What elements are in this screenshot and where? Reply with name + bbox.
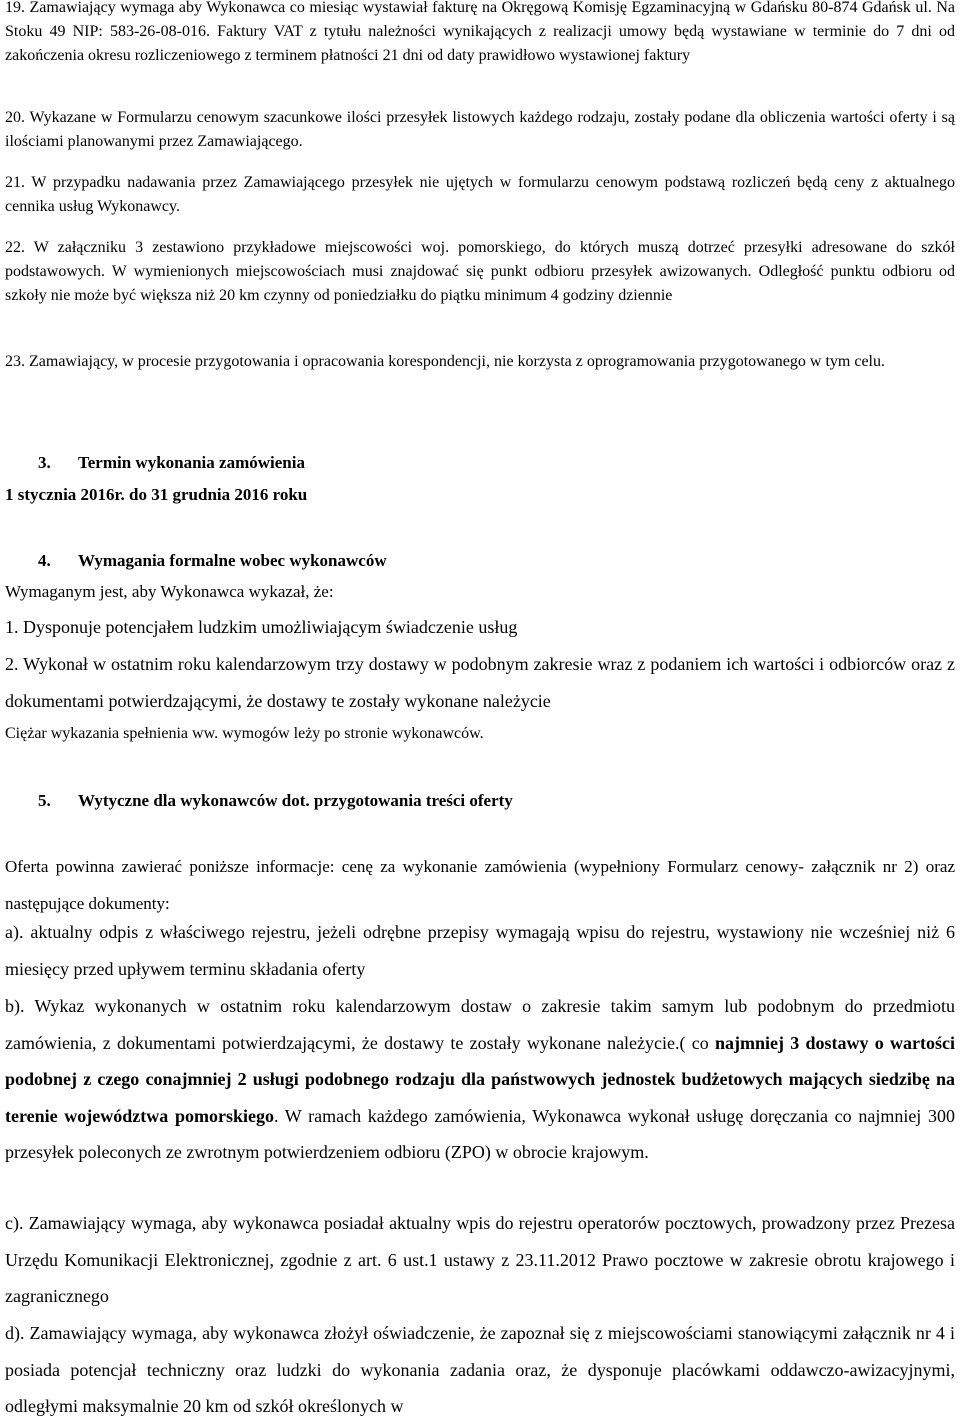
- section-5-heading: [5, 789, 513, 813]
- burden-of-proof: Ciężar wykazania spełnienia ww. wymogów leży po stronie wykonawców.: [5, 725, 484, 742]
- section-4-intro: Wymaganym jest, aby Wykonawca wykazał, że:: [5, 582, 334, 601]
- section-3-number: 3.: [38, 453, 51, 472]
- section-4-title: Wymagania formalne wobec wykonawców: [77, 551, 387, 570]
- section-5-number: 5.: [38, 791, 51, 810]
- document-c: c). Zamawiający wymaga, aby wykonawca posiadał aktualny wpis do rejestru operatorów pocztowych, prowadzony przez Prezesa Urzędu Komunikacji Elektronicznej, zgodnie z art. 6 ust.1 ustawy z 23.11.2012 Prawo pocztowe w zakresie obrotu krajowego i zagranicznego: [5, 1213, 955, 1306]
- section-3-heading: [5, 451, 305, 475]
- item-22: 22. W załączniku 3 zestawiono przykładowe miejscowości woj. pomorskiego, do których muszą dotrzeć przesyłki adresowane do szkół podstawowych. W wymienionych miejscowościach musi znajdować się punkt odbioru przesyłek awizowanych. Odległość punktu odbioru od szkoły nie może być większa niż 20 km czynny od poniedziałku do piątku minimum 4 godziny dziennie: [5, 239, 955, 304]
- requirement-2: 2. Wykonał w ostatnim roku kalendarzowym trzy dostawy w podobnym zakresie wraz z podaniem ich wartości i odbiorców oraz z dokumentami potwierdzającymi, że dostawy te zostały wykonane należycie: [5, 654, 955, 711]
- section-5-title: Wytyczne dla wykonawców dot. przygotowania treści oferty: [77, 791, 513, 810]
- section-4-heading: [5, 549, 387, 573]
- requirement-1: 1. Dysponuje potencjałem ludzkim umożliwiającym świadczenie usług: [5, 617, 518, 637]
- section-3-dates: 1 stycznia 2016r. do 31 grudnia 2016 roku: [5, 485, 308, 504]
- section-3-title: Termin wykonania zamówienia: [77, 453, 305, 472]
- offer-intro: Oferta powinna zawierać poniższe informacje: cenę za wykonanie zamówienia (wypełniony Formularz cenowy- załącznik nr 2) oraz następujące dokumenty:: [5, 857, 955, 913]
- item-23: 23. Zamawiający, w procesie przygotowania i opracowania korespondencji, nie korzysta z oprogramowania przygotowanego w tym celu.: [5, 353, 885, 370]
- document-b-bold: najmniej 3 dostawy o wartości podobnej z czego conajmniej 2 usługi podobnego rodzaju dla państwowych jednostek budżetowych mających siedzibę na terenie województwa pomorskiego: [5, 1032, 956, 1126]
- document-b: [5, 988, 955, 1171]
- item-19: 19. Zamawiający wymaga aby Wykonawca co miesiąc wystawiał fakturę na Okręgową Komisję Egzaminacyjną w Gdańsku 80-874 Gdańsk ul. Na Stoku 49 NIP: 583-26-08-016. Faktury VAT z tytułu należności wynikających z realizacji umowy będą wystawiane w terminie do 7 dni od zakończenia okresu rozliczeniowego z terminem płatności 21 dni od daty prawidłowo wystawionej faktury: [5, 0, 955, 64]
- item-20: 20. Wykazane w Formularzu cenowym szacunkowe ilości przesyłek listowych każdego rodzaju, zostały podane dla obliczenia wartości oferty i są ilościami planowanymi przez Zamawiającego.: [5, 109, 955, 150]
- item-21: 21. W przypadku nadawania przez Zamawiającego przesyłek nie ujętych w formularzu cenowym podstawą rozliczeń będą ceny z aktualnego cennika usług Wykonawcy.: [5, 174, 955, 215]
- document-b-end: . W ramach każdego zamówienia, Wykonawca wykonał usługę doręczania co najmniej 300 przesyłek poleconych ze zwrotnym potwierdzeniem odbioru (ZPO) w obrocie krajowym.: [5, 1105, 955, 1162]
- section-4-number: 4.: [38, 551, 51, 570]
- document-d: d). Zamawiający wymaga, aby wykonawca złożył oświadczenie, że zapoznał się z miejscowościami stanowiącymi załącznik nr 4 i posiada potencjał techniczny oraz ludzki do wykonania zadania oraz, że dysponuje placówkami oddawczo-awizacyjnymi, odległymi maksymalnie 20 km od szkół określonych w: [5, 1323, 955, 1416]
- document-a: a). aktualny odpis z właściwego rejestru, jeżeli odrębne przepisy wymagają wpisu do rejestru, wystawiony nie wcześniej niż 6 miesięcy przed upływem terminu składania oferty: [5, 922, 955, 979]
- document-b-start: b). Wykaz wykonanych w ostatnim roku kalendarzowym dostaw o zakresie takim samym lub podobnym do przedmiotu zamówienia, z dokumentami potwierdzającymi, że dostawy te zostały wykonane należycie.( co: [5, 996, 955, 1053]
